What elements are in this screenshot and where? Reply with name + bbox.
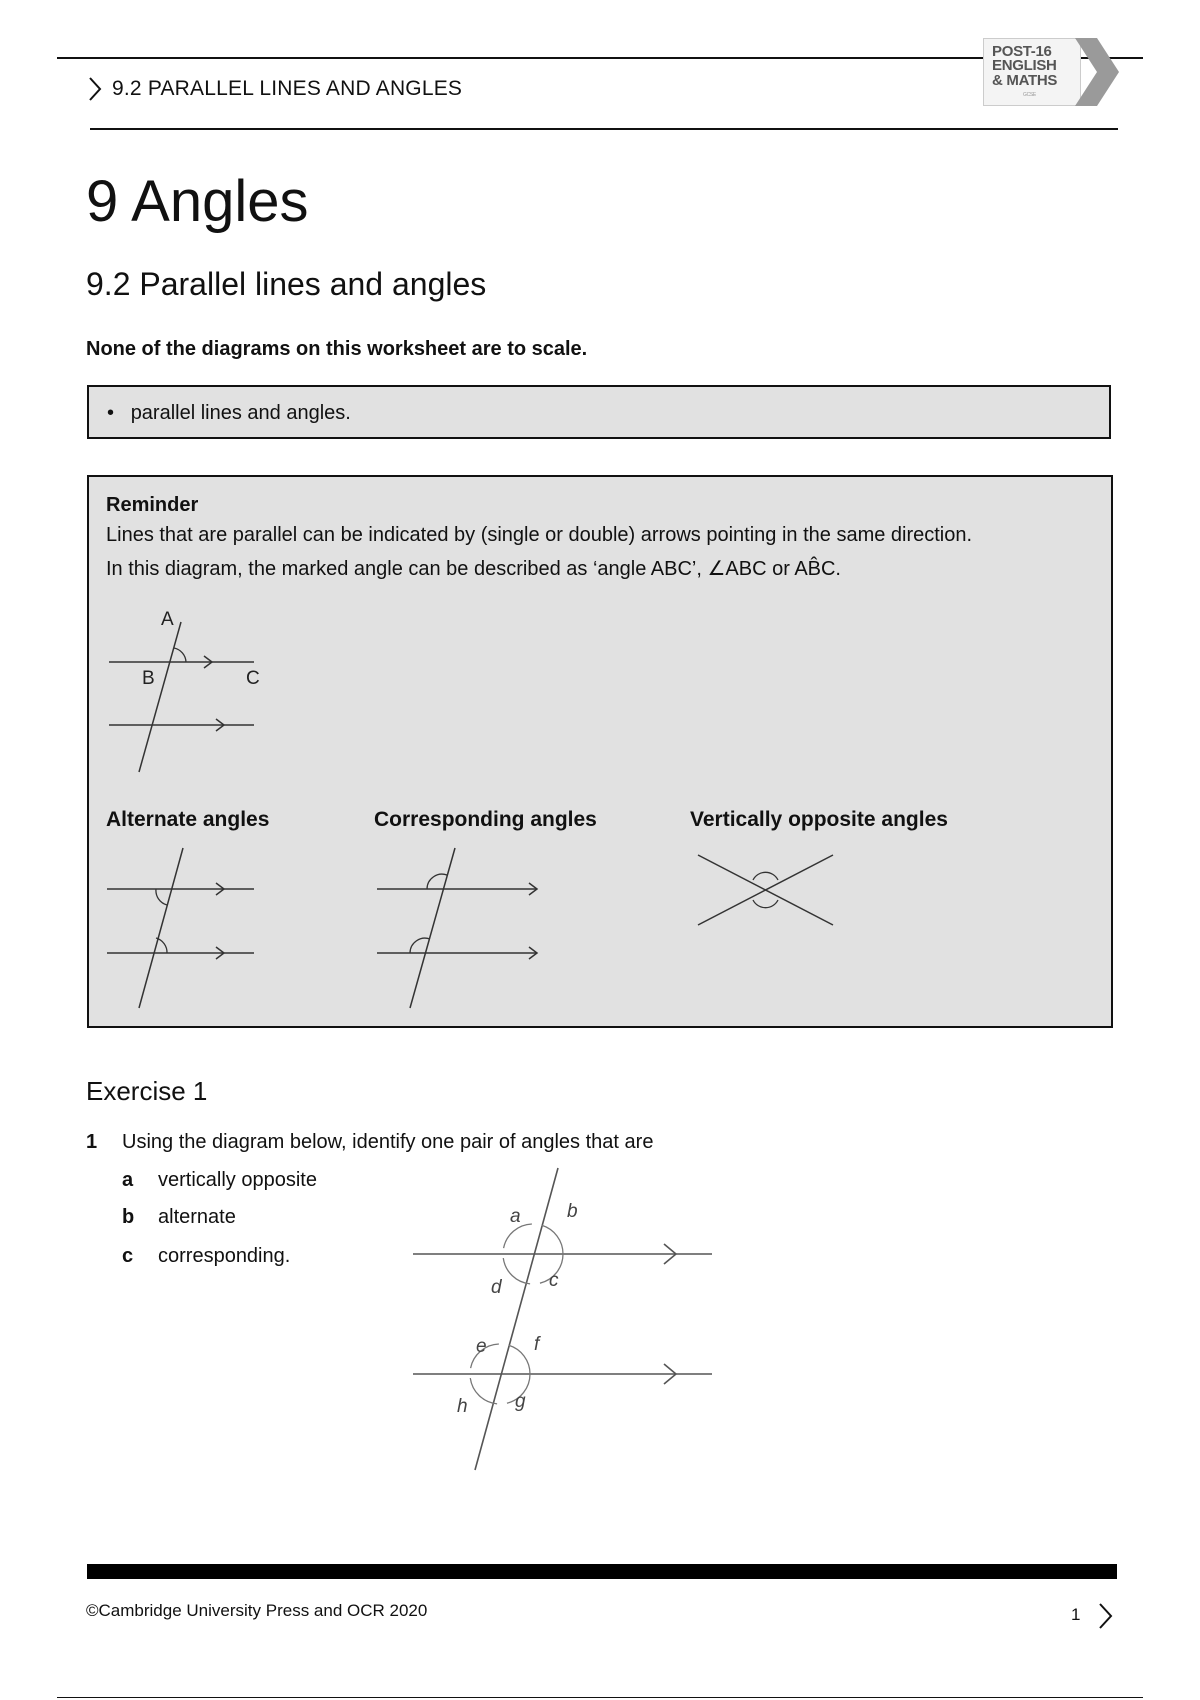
caption-vertically-opposite: Vertically opposite angles <box>690 808 948 831</box>
reminder-line1: Lines that are parallel can be indicated by (single or double) arrows pointing in the same direction. <box>106 524 973 546</box>
logo-line4: GCSE <box>1023 92 1036 98</box>
part-text-a: vertically opposite <box>158 1169 317 1191</box>
objective-text: parallel lines and angles. <box>130 402 351 424</box>
part-label-a: a <box>122 1169 134 1191</box>
question-text: Using the diagram below, identify one pair of angles that are <box>122 1131 654 1153</box>
objective-item <box>107 402 351 425</box>
exercise-title: Exercise 1 <box>86 1076 208 1106</box>
part-label-b: b <box>122 1206 135 1228</box>
caption-alternate: Alternate angles <box>106 808 270 831</box>
logo-line3: & MATHS <box>992 72 1058 89</box>
logo-chevron-icon <box>1075 38 1121 106</box>
next-page-chevron-icon[interactable] <box>1098 1602 1114 1630</box>
angle-label-e: e <box>476 1336 487 1357</box>
label-a: A <box>161 609 174 630</box>
chevron-right-icon <box>88 76 102 102</box>
page-number: 1 <box>1071 1605 1081 1624</box>
bullet-glyph: • <box>107 402 115 424</box>
angle-label-g: g <box>515 1391 526 1412</box>
angle-label-d: d <box>491 1277 502 1298</box>
breadcrumb <box>88 76 462 102</box>
angle-notation: AB̂C. <box>794 558 841 580</box>
reminder-line2-text: In this diagram, the marked angle can be described as ‘angle ABC’, ∠ABC or <box>106 558 795 580</box>
copyright: ©Cambridge University Press and OCR 2020 <box>86 1601 428 1620</box>
angle-label-b: b <box>567 1201 578 1222</box>
angle-label-a: a <box>510 1206 521 1227</box>
section-title: 9.2 Parallel lines and angles <box>86 266 487 302</box>
logo-line2: ENGLISH <box>992 57 1057 74</box>
label-c: C <box>246 668 260 689</box>
exercise-diagram <box>400 1160 720 1480</box>
part-text-c: corresponding. <box>158 1245 291 1267</box>
chapter-title: 9 Angles <box>86 169 309 234</box>
footer-bar <box>87 1564 1117 1579</box>
angle-label-c: c <box>549 1270 559 1291</box>
post16-logo <box>983 38 1123 106</box>
angle-label-h: h <box>457 1396 468 1417</box>
footer-bottom-rule <box>57 1697 1143 1698</box>
reminder-box <box>87 475 1113 1028</box>
part-text-b: alternate <box>158 1206 236 1228</box>
reminder-line2 <box>106 556 841 581</box>
breadcrumb-text: 9.2 PARALLEL LINES AND ANGLES <box>112 77 463 100</box>
vertically-opposite-diagram <box>693 845 843 935</box>
part-label-c: c <box>122 1245 134 1267</box>
label-b: B <box>142 668 155 689</box>
question-number: 1 <box>86 1131 98 1153</box>
caption-corresponding: Corresponding angles <box>374 808 597 831</box>
corresponding-angles-diagram <box>377 845 552 1015</box>
logo-line1: POST-16 <box>992 43 1052 60</box>
scale-note: None of the diagrams on this worksheet are to scale. <box>86 338 588 360</box>
abc-diagram <box>99 607 269 787</box>
angle-label-f: f <box>534 1334 540 1355</box>
objectives-box <box>87 385 1111 439</box>
header-bottom-rule <box>90 128 1118 130</box>
alternate-angles-diagram <box>99 845 269 1015</box>
reminder-heading: Reminder <box>106 494 199 516</box>
header-top-rule <box>57 57 1143 59</box>
